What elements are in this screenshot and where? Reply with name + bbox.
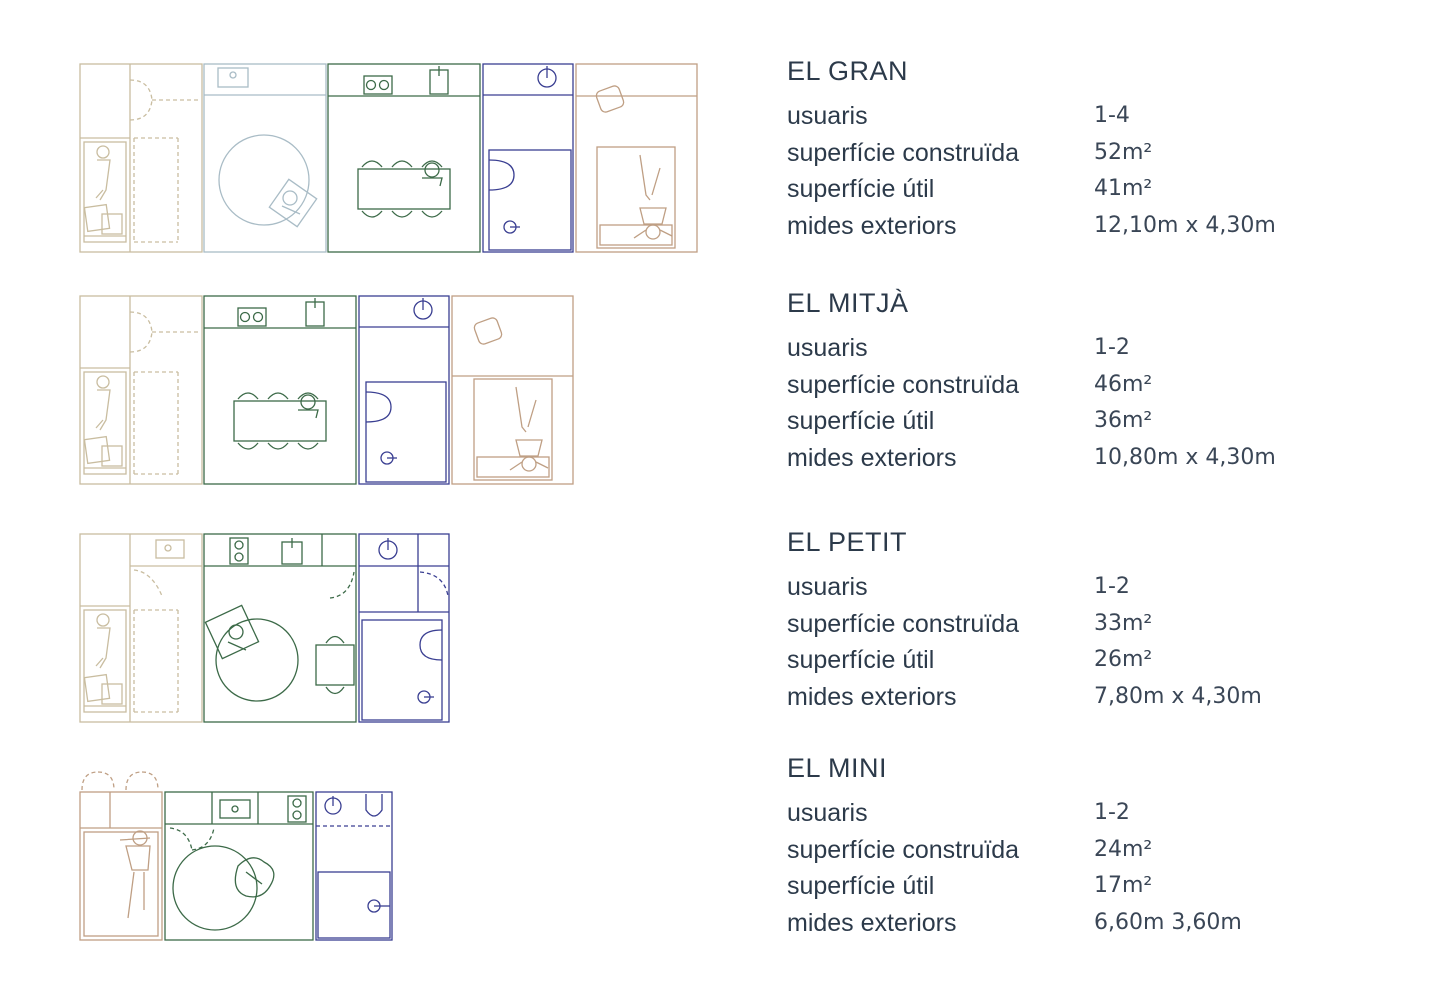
entrance-module xyxy=(80,296,202,484)
spec-row-users: usuaris 1-2 xyxy=(787,334,1130,362)
spec-row-built-area: superfície construïda 33m² xyxy=(787,609,1153,638)
spec-el-mitja xyxy=(787,286,1407,476)
armchair-icon xyxy=(235,858,274,897)
kitchen-module xyxy=(204,296,356,484)
bath-module xyxy=(483,64,573,252)
spec-row-users: usuaris 1-2 xyxy=(787,573,1130,601)
model-title: EL GRAN xyxy=(787,56,909,86)
spec-row-users: usuaris 1-4 xyxy=(787,102,1130,130)
person-lying-icon xyxy=(120,831,150,918)
plan-el-mitja xyxy=(80,296,573,484)
spec-row-usable-area: superfície útil 41m² xyxy=(787,175,1153,203)
spec-el-petit xyxy=(787,525,1407,715)
bath-module xyxy=(359,296,449,484)
spec-row-usable-area: superfície útil 36m² xyxy=(787,407,1153,435)
spec-row-users: usuaris 1-2 xyxy=(787,799,1130,827)
spec-row-exterior-size: mides exteriors 12,10m x 4,30m xyxy=(787,211,1276,240)
person-icon xyxy=(96,146,110,200)
plan-el-mini xyxy=(80,772,392,940)
entrance-module xyxy=(80,64,202,252)
spec-el-mini xyxy=(787,751,1407,941)
spec-row-built-area: superfície construïda 24m² xyxy=(787,835,1153,864)
bath-module xyxy=(359,534,449,722)
plan-el-gran xyxy=(80,64,697,252)
armchair-person-icon xyxy=(205,605,258,658)
person-icon xyxy=(422,163,442,186)
bedroom-module xyxy=(80,772,162,940)
spec-row-exterior-size: mides exteriors 10,80m x 4,30m xyxy=(787,443,1276,472)
spec-row-usable-area: superfície útil 17m² xyxy=(787,872,1153,900)
person-icon xyxy=(96,376,110,430)
plan-el-petit xyxy=(80,534,449,722)
bedroom-module xyxy=(452,296,573,484)
person-lying-icon xyxy=(634,155,672,239)
spec-el-gran xyxy=(787,54,1407,244)
model-title: EL MINI xyxy=(787,753,888,783)
model-title: EL MITJÀ xyxy=(787,288,909,318)
spec-row-exterior-size: mides exteriors 7,80m x 4,30m xyxy=(787,682,1262,711)
person-icon xyxy=(298,395,318,418)
model-title: EL PETIT xyxy=(787,527,908,557)
bath-module xyxy=(316,792,392,940)
kitchen-module xyxy=(165,792,313,940)
entrance-module xyxy=(80,534,202,722)
living-module xyxy=(204,64,326,252)
spec-row-usable-area: superfície útil 26m² xyxy=(787,646,1153,674)
spec-row-built-area: superfície construïda 46m² xyxy=(787,370,1153,399)
person-lying-icon xyxy=(510,387,548,471)
kitchen-module xyxy=(328,64,480,252)
bedroom-module xyxy=(576,64,697,252)
kitchen-module xyxy=(204,534,356,722)
spec-row-exterior-size: mides exteriors 6,60m 3,60m xyxy=(787,908,1242,937)
armchair-person-icon xyxy=(269,179,316,226)
person-icon xyxy=(96,614,110,668)
spec-row-built-area: superfície construïda 52m² xyxy=(787,138,1153,167)
